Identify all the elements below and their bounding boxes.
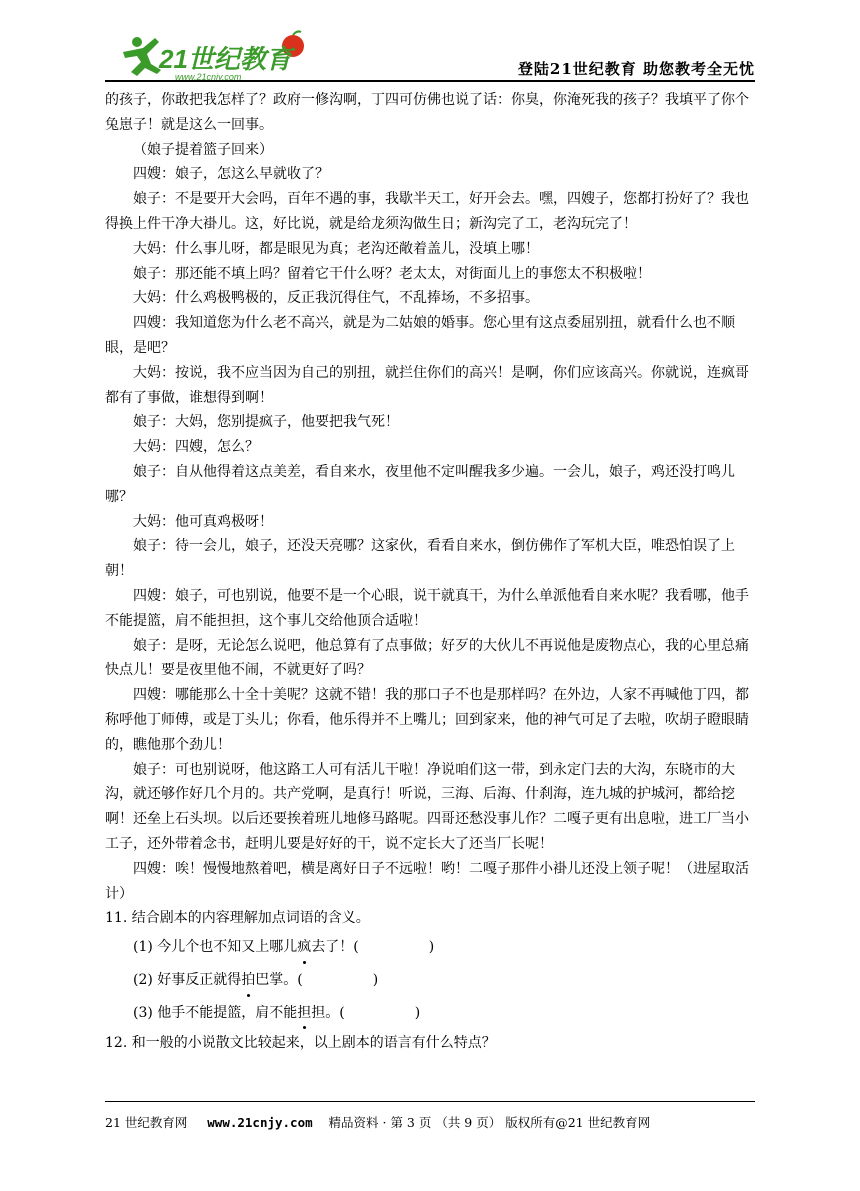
item-text: ) xyxy=(372,971,379,988)
item-text: (3) 他手不能提篮，肩不能 xyxy=(133,1004,298,1021)
dialogue-line: 大妈：什么鸡极鸭极的，反正我沉得住气，不乱捧场，不多招事。 xyxy=(133,290,539,307)
item-text: 巴掌。( xyxy=(255,971,303,988)
dialogue-line: 的孩子，你敢把我怎样了？政府一修沟啊，丁四可仿佛也说了话：你臭，你淹死我的孩子？我填平了你个兔崽子！就是这么一回事。 xyxy=(105,92,749,133)
emphasis-char: 疯 xyxy=(297,935,311,960)
item-text: 担。( xyxy=(311,1004,345,1021)
dialogue-line: 娘子：待一会儿，娘子，还没天亮哪？这家伙，看看自来水，倒仿佛作了军机大臣，唯恐怕误了上朝！ xyxy=(105,538,735,580)
dialogue-line: 娘子：自从他得着这点美差，看自来水，夜里他不定叫醒我多少遍。一会儿，娘子，鸡还没打鸣儿哪？ xyxy=(105,463,735,505)
item-text: 去了！( xyxy=(311,939,359,956)
emphasis-char: 拍 xyxy=(241,968,255,993)
dialogue-line: 娘子：大妈，您别提疯子，他要把我气死！ xyxy=(133,414,399,431)
footer-site-name: 21 世纪教育网 xyxy=(105,1115,188,1130)
dialogue-line: 四嫂：唉！慢慢地熬着吧，横是离好日子不远啦！哟！二嘎子那件小褂儿还没上领子呢！（进屋取活计） xyxy=(105,860,749,902)
document-body xyxy=(105,88,755,1056)
dialogue-line: 大妈：按说，我不应当因为自己的别扭，就拦住你们的高兴！是啊，你们应该高兴。你就说，连疯哥都有了事做，谁想得到啊！ xyxy=(105,364,749,406)
dialogue-line: 四嫂：我知道您为什么老不高兴，就是为二姑娘的婚事。您心里有这点委屈别扭，就看什么也不顺眼，是吧？ xyxy=(105,315,735,356)
logo-url: www.21cnjy.com xyxy=(175,72,242,82)
question-11-item-1 xyxy=(105,935,755,960)
footer-divider xyxy=(105,1101,755,1102)
question-11: 11. 结合剧本的内容理解加点词语的含义。 xyxy=(105,910,370,927)
dialogue-line: 娘子：可也别说呀，他这路工人可有活儿干啦！净说咱们这一带，到永定门去的大沟，东晓市的大沟，就还够作好几个月的。共产党啊，是真行！听说，三海、后海、什刹海，连九城的护城河，都给挖啊！还垒上石头坝。以后还要挨着班儿地修马路呢。四哥还愁没事儿作？二嘎子更有出息啦，进工厂当小工子，还外带着念书，赶明儿要是好好的干，说不定长大了还当厂长呢！ xyxy=(105,761,749,852)
header-divider xyxy=(105,80,755,82)
dialogue-line: 娘子：是呀，无论怎么说吧，他总算有了点事做；好歹的大伙儿不再说他是废物点心，我的心里总痛快点儿！要是夜里他不闹，不就更好了吗？ xyxy=(105,637,749,679)
item-text: ) xyxy=(428,939,435,956)
question-11-item-2 xyxy=(105,968,755,993)
footer-page-info: 精品资料 · 第 3 页 （共 9 页） 版权所有@21 世纪教育网 xyxy=(328,1115,651,1130)
item-text: (2) 好事反正就得 xyxy=(133,971,242,988)
header-slogan: 登陆21世纪教育 助您教考全无忧 xyxy=(517,60,755,78)
script-text xyxy=(105,88,755,906)
dialogue-line: 四嫂：娘子，可也别说，他要不是一个心眼，说干就真干，为什么单派他看自来水呢？我看哪，他手不能提篮，肩不能担担，这个事儿交给他顶合适啦！ xyxy=(105,587,749,629)
dialogue-line: （娘子提着篮子回来） xyxy=(133,141,273,158)
item-text: (1) 今儿个也不知又上哪儿 xyxy=(133,939,298,956)
question-12: 12. 和一般的小说散文比较起来，以上剧本的语言有什么特点？ xyxy=(105,1035,496,1052)
logo-text: 21世纪教育 xyxy=(159,44,292,74)
page-footer xyxy=(105,1113,755,1131)
question-11-item-3 xyxy=(105,1001,755,1026)
item-text: ) xyxy=(414,1004,421,1021)
site-logo xyxy=(115,30,325,85)
dialogue-line: 大妈：他可真鸡极呀！ xyxy=(133,513,273,530)
runner-icon xyxy=(123,37,161,76)
dialogue-line: 四嫂：哪能那么十全十美呢？这就不错！我的那口子不也是那样吗？在外边，人家不再喊他丁四，都称呼他丁师傅，或是丁头儿；你看，他乐得并不上嘴儿；回到家来，他的神气可足了去啦，吹胡子瞪眼睛的，瞧他那个劲儿！ xyxy=(105,687,749,753)
dialogue-line: 娘子：不是要开大会吗，百年不遇的事，我歇半天工，好开会去。嘿，四嫂子，您都打扮好了？我也得换上件干净大褂儿。这，好比说，就是给龙须沟做生日；新沟完了工，老沟玩完了！ xyxy=(105,191,749,232)
dialogue-line: 娘子：那还能不填上吗？留着它干什么呀？老太太，对街面儿上的事您太不积极啦！ xyxy=(133,265,651,282)
dialogue-line: 四嫂：娘子，怎这么早就收了？ xyxy=(133,166,329,183)
dialogue-line: 大妈：四嫂，怎么？ xyxy=(133,439,259,456)
emphasis-char: 担 xyxy=(297,1001,311,1026)
footer-url[interactable]: www.21cnjy.com xyxy=(207,1115,313,1130)
dialogue-line: 大妈：什么事儿呀，都是眼见为真；老沟还敞着盖儿，没填上哪！ xyxy=(133,240,539,257)
